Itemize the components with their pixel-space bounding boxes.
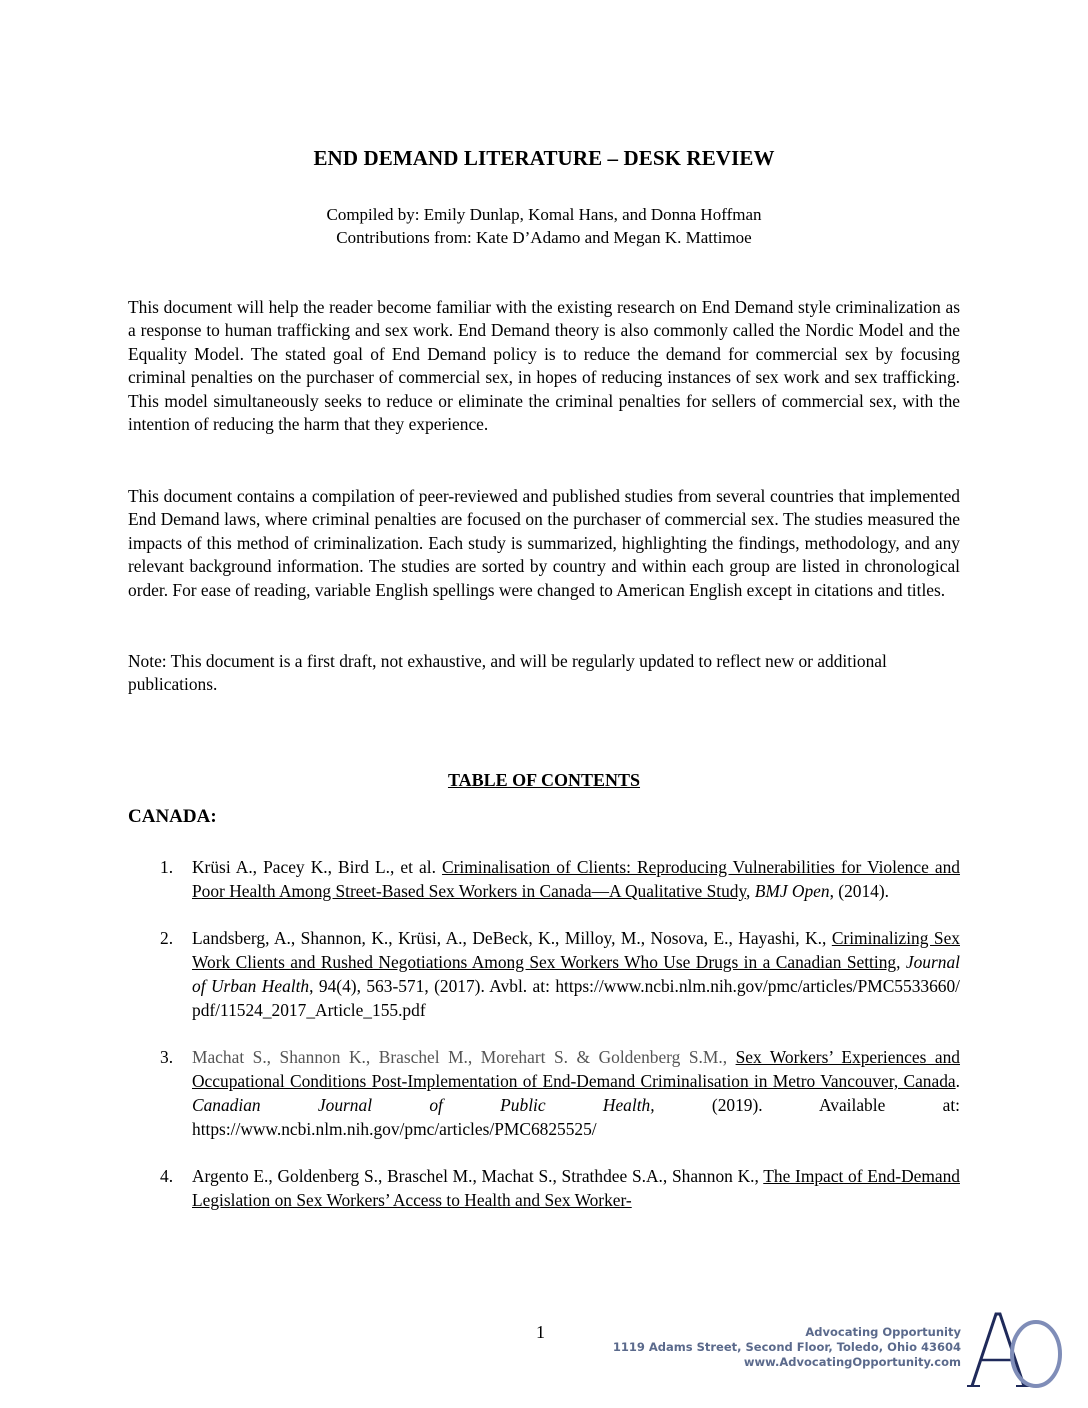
toc-item-journal: Canadian Journal of Public Health, — [192, 1095, 655, 1115]
toc-item-tail: , (2014). — [829, 881, 890, 901]
document-title: END DEMAND LITERATURE – DESK REVIEW — [313, 146, 775, 170]
toc-item-link[interactable]: The Impact of End-Demand Legislation on Sex Workers’ Access to Health and Sex Worker- — [192, 1166, 960, 1210]
toc-item-sep: , — [896, 952, 906, 972]
toc-item — [160, 1045, 960, 1141]
credits-block — [0, 203, 1088, 249]
section-heading-canada: CANADA: — [128, 806, 217, 827]
toc-item — [160, 855, 960, 903]
toc-item-number: 3. — [160, 1047, 174, 1067]
toc-item-number: 4. — [160, 1166, 174, 1186]
toc-item-authors: Krüsi A., Pacey K., Bird L., et al. — [192, 857, 436, 877]
compiled-by: Compiled by: Emily Dunlap, Komal Hans, and Donna Hoffman — [326, 205, 762, 224]
intro-paragraph: This document will help the reader become familiar with the existing research on End Demand style criminalization as a response to human trafficking and sex work. End Demand theory is also commonly called the Nordic Model and the Equality Model. The stated goal of End Demand policy is to reduce the demand for commercial sex by focusing criminal penalties on the purchaser of commercial sex, in hopes of reducing instances of sex work and sex trafficking. This model simultaneously seeks to reduce or eliminate the criminal penalties for sellers of commercial sex, with the intention of reducing the harm that they experience. — [128, 297, 960, 435]
toc-item-journal: Journal of Urban Health — [192, 952, 960, 996]
compilation-paragraph: This document contains a compilation of peer-reviewed and published studies from several countries that implemented End Demand laws, where criminal penalties are focused on the purchaser of commercial sex. The studies measured the impacts of this method of criminalization. Each study is summarized, highlighting the findings, methodology, and any relevant background information. The studies are sorted by country and within each group are listed in chronological order. For ease of reading, variable English spellings were changed to American English except in citations and titles. — [128, 486, 960, 600]
toc-item-sep: , — [746, 881, 755, 901]
toc-item-journal: BMJ Open — [754, 881, 830, 901]
footer-org: Advocating Opportunity — [805, 1325, 961, 1339]
toc-item-number: 2. — [160, 928, 174, 948]
toc-item — [160, 926, 960, 1022]
toc-item-link[interactable]: Sex Workers’ Experiences and Occupational Conditions Post-Implementation of End-Demand Criminalisation in Metro Vancouver, Canada — [192, 1047, 960, 1091]
toc-item-sep: . — [955, 1071, 960, 1091]
footer-address-block — [613, 1325, 961, 1370]
toc-item-tail: , 94(4), 563-571, (2017). Avbl. at: https://www.ncbi.nlm.nih.gov/pmc/articles/PMC5533660/pdf/11524_2017_Article_155.pdf — [192, 976, 961, 1020]
toc-item-authors: Argento E., Goldenberg S., Braschel M., Machat S., Strathdee S.A., Shannon K., — [192, 1166, 759, 1186]
ao-logo-icon — [966, 1300, 1066, 1392]
footer-address: 1119 Adams Street, Second Floor, Toledo, Ohio 43604 — [612, 1340, 961, 1354]
footer-website: www.AdvocatingOpportunity.com — [743, 1355, 961, 1369]
toc-list — [160, 855, 960, 1235]
page-number: 1 — [536, 1322, 545, 1342]
toc-item-link[interactable]: Criminalisation of Clients: Reproducing Vulnerabilities for Violence and Poor Health Among Street-Based Sex Workers in Canada—A Qualitative Study — [192, 857, 960, 901]
contributions: Contributions from: Kate D’Adamo and Megan K. Mattimoe — [336, 228, 752, 247]
toc-item-number: 1. — [160, 857, 174, 877]
note-paragraph: Note: This document is a first draft, not exhaustive, and will be regularly updated to reflect new or additional publications. — [128, 651, 887, 695]
toc-item-authors: Machat S., Shannon K., Braschel M., Morehart S. & Goldenberg S.M., — [192, 1047, 728, 1067]
toc-item-link[interactable]: Criminalizing Sex Work Clients and Rushed Negotiations Among Sex Workers Who Use Drugs in a Canadian Setting — [192, 928, 960, 972]
toc-item-authors: Landsberg, A., Shannon, K., Krüsi, A., DeBeck, K., Milloy, M., Nosova, E., Hayashi, K., — [192, 928, 827, 948]
toc-heading: TABLE OF CONTENTS — [447, 770, 641, 790]
toc-item — [160, 1164, 960, 1212]
toc-item-tail: (2019). Available at: https://www.ncbi.nlm.nih.gov/pmc/articles/PMC6825525/ — [192, 1095, 960, 1139]
